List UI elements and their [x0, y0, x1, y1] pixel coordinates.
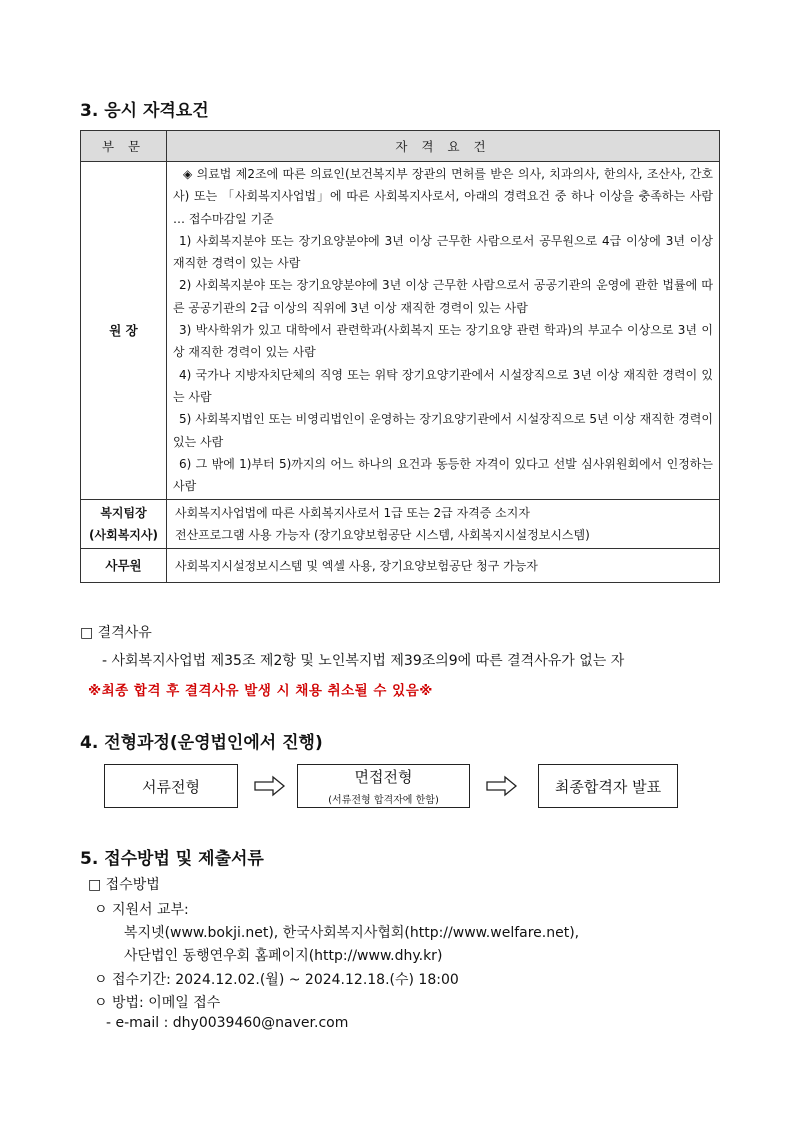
welfare-lead-req-1: 사회복지사업법에 따른 사회복지사로서 1급 또는 2급 자격증 소지자 [175, 506, 530, 521]
welfare-lead-req-2: 전산프로그램 사용 가능자 (장기요양보험공단 시스템, 사회복지시설정보시스템) [175, 528, 590, 543]
step-document-screening [104, 764, 238, 808]
director-req-4: 4) 국가나 지방자치단체의 직영 또는 위탁 장기요양기관에서 시설장직으로 3년 이상 재직한 경력이 있는 사람 [173, 367, 713, 404]
application-email: - e-mail : dhy0039460@naver.com [106, 1015, 349, 1031]
step-2-label: 면접전형 [354, 768, 413, 786]
director-req-intro: ◈ 의료법 제2조에 따른 의료인(보건복지부 장관의 면허를 받은 의사, 치과의사, 한의사, 조산사, 간호사) 또는 「사회복지사업법」에 따른 사회복지사로서, 아래의 경력요건 중 하나 이상을 충족하는 사람 … 접수마감일 기준 [173, 167, 713, 226]
application-method-heading: □ 접수방법 [88, 877, 160, 893]
step-1-label: 서류전형 [142, 777, 200, 796]
step-2-note: (서류전형 합격자에 한함) [328, 795, 439, 806]
table-row-welfare-lead [81, 500, 720, 549]
dept-welfare-lead-title: 복지팀장 [100, 506, 147, 521]
table-row-clerk [81, 549, 720, 583]
director-requirements [167, 162, 720, 500]
director-req-5: 5) 사회복지법인 또는 비영리법인이 운영하는 장기요양기관에서 시설장직으로 5년 이상 재직한 경력이 있는 사람 [173, 412, 713, 449]
director-req-1: 1) 사회복지분야 또는 장기요양분야에 3년 이상 근무한 사람으로서 공무원으로 4급 이상에 3년 이상 재직한 경력이 있는 사람 [173, 233, 713, 271]
director-req-2: 2) 사회복지분야 또는 장기요양분야에 3년 이상 근무한 사람으로서 공공기관의 운영에 관한 법률에 따른 공공기관의 2급 이상의 직위에 3년 이상 재직한 경력이 있는 사람 [173, 278, 713, 315]
arrow-right-icon [254, 775, 286, 797]
table-row-director [81, 162, 720, 500]
application-form-sources-1: 복지넷(www.bokji.net), 한국사회복지사협회(http://www.welfare.net), [124, 925, 580, 941]
step-final-announcement [538, 764, 678, 808]
director-req-6: 6) 그 밖에 1)부터 5)까지의 어느 하나의 요건과 동등한 자격이 있다고 선발 심사위원회에서 인정하는 사람 [173, 456, 713, 494]
table-header-row [81, 131, 720, 162]
section-3-title: 3. 응시 자격요건 [80, 101, 209, 121]
header-requirements: 자 격 요 건 [167, 131, 720, 162]
disqualification-heading: □ 결격사유 [80, 625, 152, 641]
section-4-title: 4. 전형과정(운영법인에서 진행) [80, 733, 323, 753]
disqualification-item: - 사회복지사업법 제35조 제2항 및 노인복지법 제39조의9에 따른 결격사유가 없는 자 [102, 653, 625, 669]
qualification-table [80, 130, 720, 583]
header-dept: 부 문 [81, 131, 167, 162]
welfare-lead-requirements [167, 500, 720, 549]
dept-welfare-lead [81, 500, 167, 549]
dept-clerk: 사무원 [81, 549, 167, 583]
step-3-label: 최종합격자 발표 [554, 777, 662, 796]
application-form-label: ㅇ 지원서 교부: [94, 902, 189, 918]
clerk-requirements: 사회복지시설정보시스템 및 엑셀 사용, 장기요양보험공단 청구 가능자 [167, 549, 720, 583]
dept-welfare-lead-qualifier: (사회복지사) [89, 528, 158, 543]
step-interview [297, 764, 470, 808]
disqualification-warning: ※최종 합격 후 결격사유 발생 시 채용 취소될 수 있음※ [88, 683, 433, 699]
dept-director: 원 장 [81, 162, 167, 500]
application-period: ㅇ 접수기간: 2024.12.02.(월) ~ 2024.12.18.(수) 18:00 [94, 972, 459, 988]
application-form-sources-2: 사단법인 동행연우회 홈페이지(http://www.dhy.kr) [124, 948, 443, 964]
arrow-right-icon [486, 775, 518, 797]
section-5-title: 5. 접수방법 및 제출서류 [80, 849, 264, 869]
director-req-3: 3) 박사학위가 있고 대학에서 관련학과(사회복지 또는 장기요양 관련 학과)의 부교수 이상으로 3년 이상 재직한 경력이 있는 사람 [173, 323, 713, 360]
application-method: ㅇ 방법: 이메일 접수 [94, 995, 221, 1011]
